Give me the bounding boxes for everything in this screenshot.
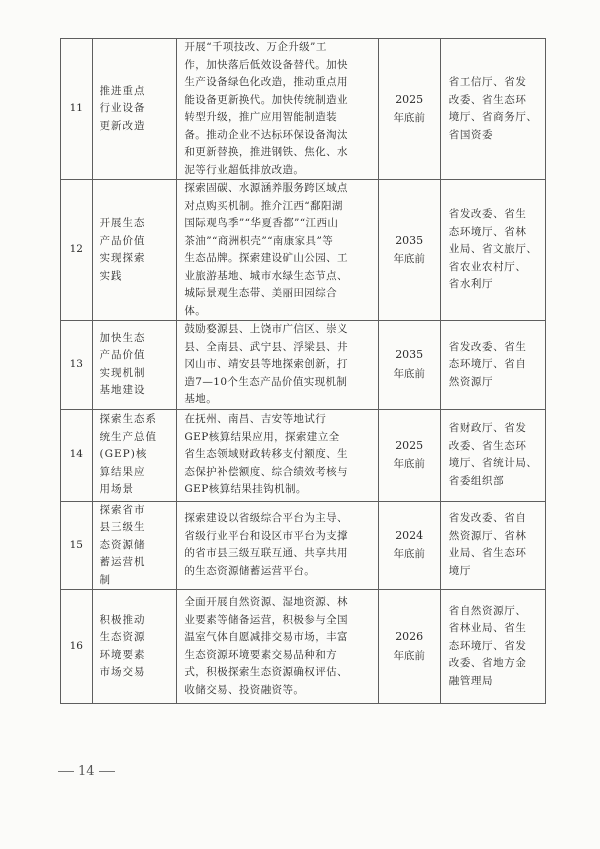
responsible-unit-line: 省发改委、省生: [448, 340, 527, 353]
task-name-cell: [92, 321, 177, 410]
responsible-unit-line: 业局、省生态环: [448, 547, 527, 560]
task-content-line: 省级行业平台和设区市平台为支撑: [184, 529, 348, 542]
responsible-unit-line: 境厅: [448, 564, 471, 577]
task-content-line: 态保护补偿额度、综合绩效考核与: [184, 465, 348, 478]
task-content-line: 冈山市、靖安县等地探索创新，打: [184, 358, 348, 370]
table-row: [61, 39, 546, 180]
task-content-line: 业旅游基地、城市水绿生态节点、: [184, 269, 348, 282]
task-content-line: 城际景观生态带、美丽田园综合: [184, 287, 337, 299]
row-number: 16: [61, 590, 93, 704]
task-name-line: 实现机制: [99, 366, 146, 379]
task-name-line: 环境要素: [99, 648, 146, 661]
task-name-line: 实践: [99, 269, 123, 282]
table-row: [61, 180, 546, 321]
responsible-unit-line: 改委、省地方金: [448, 657, 527, 670]
row-number: 13: [61, 321, 93, 410]
table-row: [61, 321, 546, 410]
task-name-line: 探索生态系: [99, 413, 158, 426]
responsible-unit-line: 省发改委、省自: [448, 512, 527, 525]
task-content-line: 造7—10个生态产品价值实现机制: [184, 375, 348, 388]
task-content-line: 省生态领域财政转移支付额度、生: [184, 448, 348, 461]
task-name-line: 态资源储: [99, 538, 146, 551]
task-name-line: 基地建设: [99, 384, 146, 397]
task-content-line: GEP核算结果挂钩机制。: [184, 483, 307, 496]
task-content-line: 业要素等储备运营，积极参与全国: [184, 613, 348, 626]
responsible-unit-line: 省财政厅、省发: [448, 422, 527, 434]
responsible-units-cell: [440, 321, 545, 410]
responsible-unit-line: 省发改委、省生: [448, 208, 527, 221]
table-row: [61, 501, 546, 590]
page-number: 14: [78, 764, 95, 779]
task-content-cell: [177, 501, 378, 590]
deadline-year: 2035: [395, 348, 424, 362]
task-content-cell: [177, 409, 378, 501]
task-content-line: 能设备更新换代。加快传统制造业: [184, 93, 348, 106]
responsible-unit-line: 省国资委: [448, 128, 494, 141]
task-name-cell: [92, 39, 177, 180]
deadline-cell: [378, 501, 440, 590]
footer-dash-left: [58, 771, 74, 772]
task-content-line: 鼓励婺源县、上饶市广信区、崇义: [184, 323, 348, 335]
task-content-line: 式，积极探索生态资源确权评估、: [184, 666, 348, 678]
task-content-line: 体。: [184, 304, 207, 317]
footer-dash-right: [99, 771, 115, 772]
task-content-line: 泥等行业超低排放改造。: [184, 163, 305, 176]
task-content-line: GEP核算结果应用，探索建立全: [184, 430, 340, 443]
task-content-line: 国际观鸟季”“华夏香都”“江西山: [184, 217, 339, 229]
responsible-unit-line: 然资源厅: [448, 375, 494, 388]
task-name-line: 加快生态: [99, 331, 146, 344]
task-content-line: 县、全南县、武宁县、浮梁县、井: [184, 340, 348, 353]
task-name-cell: [92, 409, 177, 501]
task-content-line: 收储交易、投资融资等。: [184, 683, 305, 696]
table-row: [61, 590, 546, 704]
measures-table: [60, 38, 546, 704]
responsible-units-cell: [440, 180, 545, 321]
task-name-line: 行业设备: [99, 102, 146, 115]
deadline-year: 2024: [395, 528, 424, 542]
responsible-unit-line: 省委组织部: [448, 474, 505, 487]
deadline-cell: [378, 39, 440, 180]
deadline-cell: [378, 590, 440, 704]
responsible-unit-line: 业局、省文旅厅、: [448, 243, 538, 256]
responsible-unit-line: 省水利厅: [448, 278, 494, 291]
responsible-unit-line: 省自然资源厅、: [448, 604, 527, 617]
responsible-units-cell: [440, 501, 545, 590]
task-content-line: 温室气体自愿减排交易市场，丰富: [184, 631, 348, 643]
deadline-cell: [378, 321, 440, 410]
task-content-line: 基地。: [184, 393, 218, 405]
table-row: [61, 409, 546, 501]
responsible-unit-line: 省农业农村厅、: [448, 260, 527, 273]
responsible-unit-line: 省工信厅、省发: [448, 76, 527, 88]
responsible-units-cell: [440, 590, 545, 704]
task-content-line: 备。推动企业不达标环保设备淘汰: [184, 128, 348, 141]
task-name-line: 产品价值: [99, 349, 146, 362]
task-content-line: 转型升级，推广应用智能制造装: [184, 111, 337, 123]
deadline-year: 2026: [395, 630, 424, 643]
task-name-line: 制: [99, 573, 112, 586]
task-content-line: 生态资源环境要素交易品种和方: [184, 648, 337, 661]
deadline-suffix: 年底前: [393, 458, 425, 470]
task-content-line: 的生态资源储蓄运营平台。: [184, 564, 316, 577]
task-content-cell: [177, 180, 378, 321]
task-name-line: (GEP)核: [99, 448, 148, 461]
responsible-units-cell: [440, 409, 545, 501]
task-name-line: 产品价值: [99, 234, 146, 247]
task-content-cell: [177, 39, 378, 180]
task-name-line: 市场交易: [99, 666, 146, 678]
deadline-suffix: 年底前: [393, 112, 425, 124]
task-name-line: 推进重点: [99, 84, 146, 97]
task-name-line: 蓄运营机: [99, 556, 146, 568]
row-number: 15: [61, 501, 93, 590]
responsible-unit-line: 改委、省生态环: [448, 439, 527, 452]
deadline-suffix: 年底前: [393, 548, 425, 561]
row-number: 11: [61, 39, 93, 180]
deadline-year: 2025: [395, 92, 424, 106]
task-name-cell: [92, 590, 177, 704]
task-name-line: 开展生态: [99, 217, 146, 229]
task-content-line: 和更新替换，推进钢铁、焦化、水: [184, 146, 348, 158]
deadline-cell: [378, 180, 440, 321]
task-name-line: 生态资源: [99, 631, 146, 643]
task-content-line: 生产设备绿色化改造，推动重点用: [184, 76, 348, 88]
task-name-line: 算结果应: [99, 465, 146, 478]
responsible-unit-line: 融管理局: [448, 674, 494, 687]
task-content-line: 全面开展自然资源、湿地资源、林: [184, 596, 348, 608]
task-name-line: 统生产总值: [99, 430, 158, 443]
deadline-cell: [378, 409, 440, 501]
task-name-cell: [92, 501, 177, 590]
deadline-year: 2025: [395, 438, 424, 452]
responsible-unit-line: 然资源厅、省林: [448, 529, 527, 542]
responsible-unit-line: 省林业局、省生: [448, 622, 527, 635]
responsible-units-cell: [440, 39, 545, 180]
task-name-line: 实现探索: [99, 252, 146, 264]
responsible-unit-line: 改委、省生态环: [448, 93, 527, 106]
task-content-line: 开展“千项技改、万企升级”工: [184, 41, 327, 53]
deadline-suffix: 年底前: [393, 367, 425, 380]
task-content-line: 作，加快落后低效设备替代。加快: [184, 58, 348, 71]
task-content-line: 探索建设以省级综合平台为主导、: [184, 512, 348, 525]
page-footer: [58, 764, 138, 779]
responsible-unit-line: 境厅、省统计局、: [448, 457, 538, 469]
deadline-suffix: 年底前: [393, 253, 425, 265]
task-name-line: 更新改造: [99, 119, 146, 132]
responsible-unit-line: 境厅、省商务厅、: [448, 111, 538, 123]
task-content-cell: [177, 590, 378, 704]
task-name-cell: [92, 180, 177, 321]
task-content-line: 生态品牌。探索建设矿山公园、工: [184, 252, 348, 264]
task-content-line: 探索固碳、水源涵养服务跨区域点: [184, 182, 348, 194]
responsible-unit-line: 态环境厅、省自: [448, 358, 527, 370]
task-content-line: 在抚州、南昌、吉安等地试行: [184, 413, 327, 426]
responsible-unit-line: 态环境厅、省林: [448, 225, 527, 238]
task-content-line: 对点购买机制。推介江西“鄱阳湖: [184, 199, 343, 212]
task-name-line: 探索省市: [99, 503, 146, 516]
task-name-line: 积极推动: [99, 613, 146, 626]
deadline-suffix: 年底前: [393, 649, 425, 662]
task-name-line: 用场景: [99, 483, 135, 496]
task-content-line: 茶油”“商洲枳壳”“南康家具”等: [184, 234, 334, 247]
row-number: 12: [61, 180, 93, 321]
deadline-year: 2035: [395, 233, 424, 247]
row-number: 14: [61, 409, 93, 501]
task-content-cell: [177, 321, 378, 410]
task-name-line: 县三级生: [99, 521, 146, 533]
task-content-line: 的省市县三级互联互通、共享共用: [184, 547, 348, 560]
responsible-unit-line: 态环境厅、省发: [448, 639, 527, 652]
